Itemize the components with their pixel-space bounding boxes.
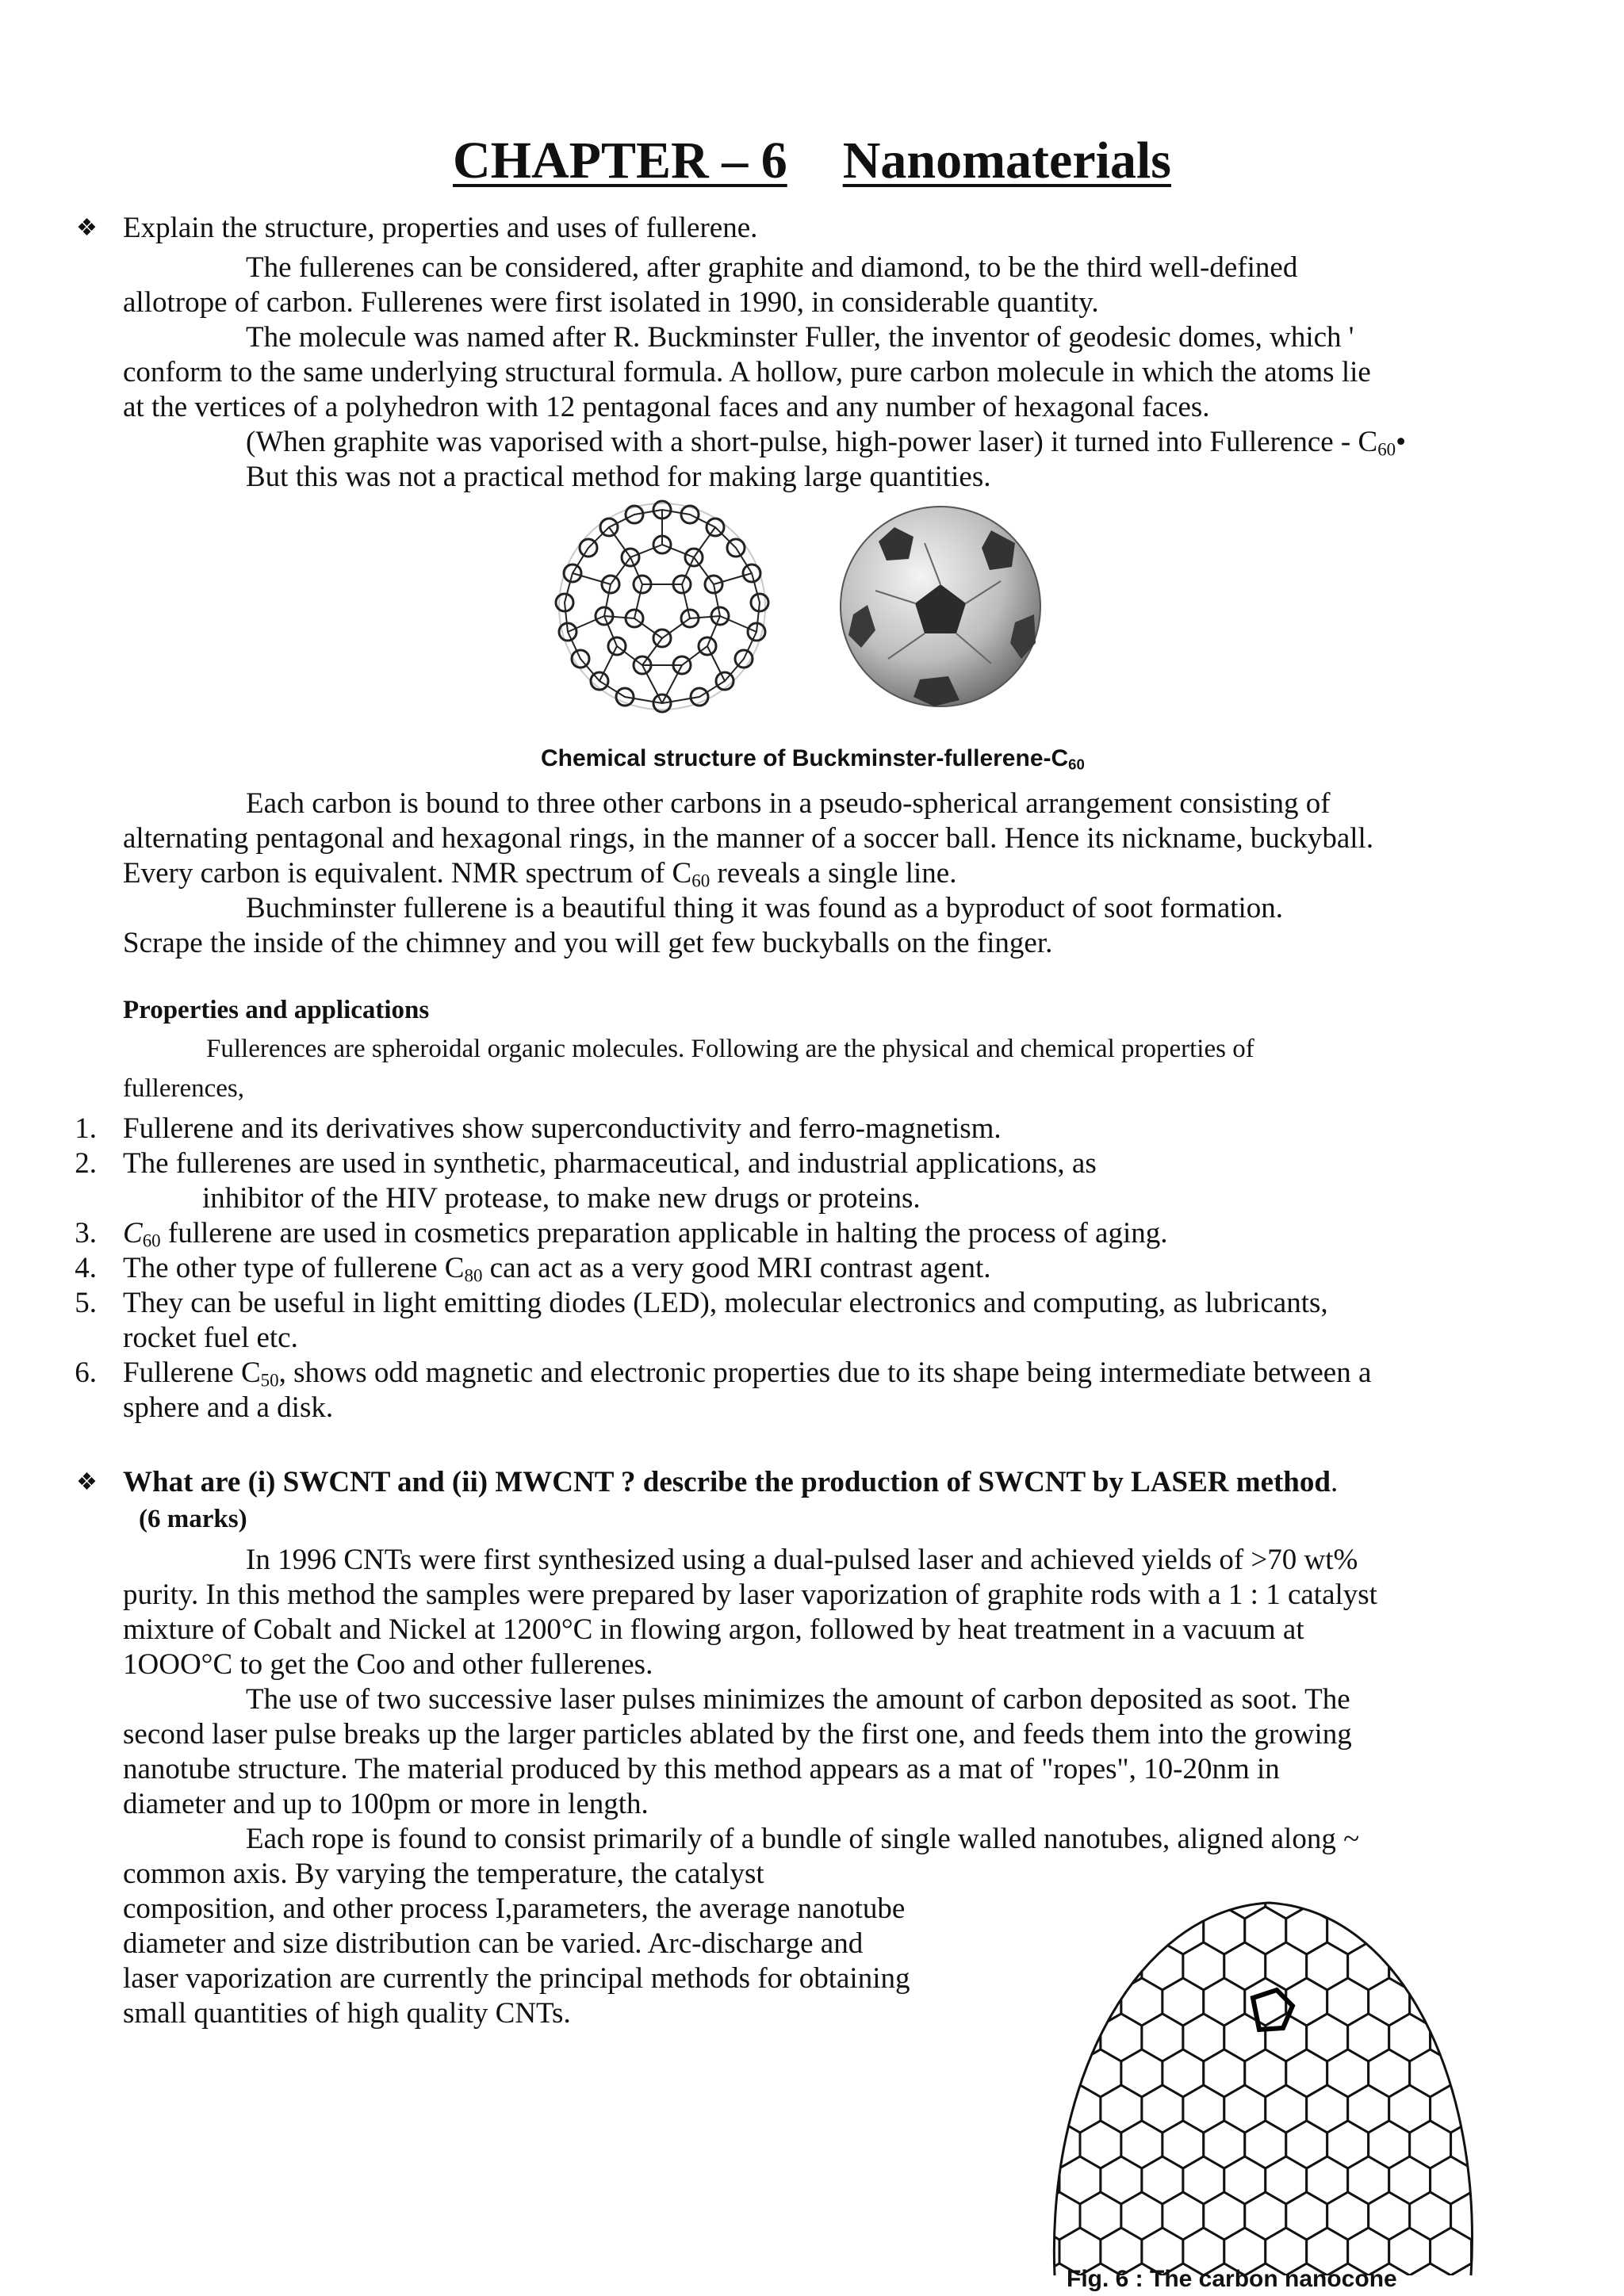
list-item-continued: inhibitor of the HIV protease, to make new drugs or proteins. xyxy=(202,1182,921,1215)
hexagon-cell xyxy=(1101,1879,1142,1919)
paragraph-line: But this was not a practical method for making large quantities. xyxy=(246,461,991,493)
paragraph-line: Every carbon is equivalent. NMR spectrum of $C_{60}$ reveals a single line. xyxy=(123,857,957,891)
list-item: They can be useful in light emitting diodes (LED), molecular electronics and computing, as lubricants, xyxy=(123,1287,1328,1319)
hexagon-cell xyxy=(1451,2049,1483,2097)
list-number: 6. xyxy=(75,1357,97,1389)
chapter-title: Nanomaterials xyxy=(842,132,1171,189)
hexagon-cell xyxy=(1472,2156,1483,2204)
paragraph-line: Buchminster fullerene is a beautiful thing it was found as a byproduct of soot formation. xyxy=(246,892,1284,924)
paragraph-line: nanotube structure. The material produced by this method appears as a mat of "ropes", 10-20nm in xyxy=(123,1753,1280,1785)
figure-caption: Fig. 6 : The carbon nanocone xyxy=(1067,2266,1397,2292)
list-item: $C_{60}$ fullerene are used in cosmetics preparation applicable in halting the process of aging. xyxy=(123,1217,1168,1251)
paragraph-line: Each rope is found to consist primarily of a bundle of single walled nanotubes, aligned along ~ xyxy=(246,1823,1360,1855)
list-item: Fullerene and its derivatives show superconductivity and ferro-magnetism. xyxy=(123,1112,1002,1145)
paragraph-line: diameter and size distribution can be varied. Arc-discharge and xyxy=(123,1927,864,1960)
list-number: 5. xyxy=(75,1287,97,1319)
paragraph-line: conform to the same underlying structural formula. A hollow, pure carbon molecule in which the atoms lie xyxy=(123,356,1371,388)
hexagon-cell xyxy=(1039,2049,1080,2097)
hexagon-cell xyxy=(1472,2014,1483,2061)
hexagon-cell xyxy=(1039,1942,1059,1990)
paragraph-line: allotrope of carbon. Fullerenes were first isolated in 1990, in considerable quantity. xyxy=(123,286,1099,319)
paragraph-line: at the vertices of a polyhedron with 12 pentagonal faces and any number of hexagonal faces. xyxy=(123,391,1210,423)
hexagon-cell xyxy=(1472,2085,1483,2133)
hexagon-cell xyxy=(1039,2014,1059,2061)
paragraph-line: (When graphite was vaporised with a short-pulse, high-power laser) it turned into Fullerence - $C_{60}•$ xyxy=(246,426,1407,460)
hexagon-cell xyxy=(1121,1907,1162,1954)
question-2: What are (i) SWCNT and (ii) MWCNT ? describe the production of SWCNT by LASER method. xyxy=(123,1466,1339,1498)
hexagon-cell xyxy=(1059,1879,1101,1919)
paragraph-line: alternating pentagonal and hexagonal rings, in the manner of a soccer ball. Hence its nickname, buckyball. xyxy=(123,822,1374,855)
soccer-ball-icon xyxy=(841,507,1040,706)
hexagon-cell xyxy=(1451,1907,1483,1954)
hexagon-cell xyxy=(1410,1907,1451,1954)
marks-label: (6 marks) xyxy=(139,1505,247,1533)
paragraph-line: fullerences, xyxy=(123,1074,244,1103)
hexagon-cell xyxy=(1451,1978,1483,2026)
question-1: Explain the structure, properties and uses of fullerene. xyxy=(123,212,758,244)
paragraph-line: diameter and up to 100pm or more in length. xyxy=(123,1788,649,1820)
c60-molecule-icon xyxy=(556,501,768,712)
paragraph-line: The molecule was named after R. Buckminster Fuller, the inventor of geodesic domes, which ' xyxy=(246,321,1354,354)
paragraph-line: In 1996 CNTs were first synthesized using a dual-pulsed laser and achieved yields of >70 wt% xyxy=(246,1544,1358,1576)
list-number: 4. xyxy=(75,1252,97,1284)
nanocone-icon xyxy=(1039,1879,1483,2291)
figure-caption: Chemical structure of Buckminster-$fullerene-C_{60}$ xyxy=(541,745,1085,773)
list-number: 1. xyxy=(75,1112,97,1145)
list-item: The fullerenes are used in synthetic, pharmaceutical, and industrial applications, as xyxy=(123,1147,1097,1180)
paragraph-line: purity. In this method the samples were prepared by laser vaporization of graphite rods with a 1 : 1 catalyst xyxy=(123,1578,1377,1611)
paragraph-line: The use of two successive laser pulses minimizes the amount of carbon deposited as soot. The xyxy=(246,1683,1350,1716)
list-item-continued: rocket fuel etc. xyxy=(123,1322,298,1354)
buckyball-figure xyxy=(547,496,1047,733)
hexagon-cell xyxy=(1431,1942,1472,1990)
paragraph-line: composition, and other process I,parameters, the average nanotube xyxy=(123,1892,906,1925)
nanocone-figure xyxy=(1039,1879,1483,2291)
hexagon-cell xyxy=(1472,1942,1483,1990)
paragraph-line: 1OOO°C to get the Coo and other fullerenes. xyxy=(123,1648,653,1681)
hexagon-cell xyxy=(1080,1907,1121,1954)
list-item: The other type of fullerene $C_{80}$ can act as a very good MRI contrast agent. xyxy=(123,1252,991,1286)
list-item-continued: sphere and a disk. xyxy=(123,1391,334,1424)
list-item: Fullerene $C_{50}$, shows odd magnetic and electronic properties due to its shape being intermediate between a xyxy=(123,1357,1372,1391)
paragraph-line: laser vaporization are currently the principal methods for obtaining xyxy=(123,1962,910,1995)
list-number: 2. xyxy=(75,1147,97,1180)
hexagon-cell xyxy=(1472,1879,1483,1919)
hexagon-cell xyxy=(1039,1978,1080,2026)
hexagon-cell xyxy=(1348,1879,1389,1919)
hexagon-cell xyxy=(1183,1879,1224,1919)
hexagon-cell xyxy=(1142,1879,1183,1919)
hexagon-cell xyxy=(1369,1907,1410,1954)
paragraph-line: second laser pulse breaks up the larger particles ablated by the first one, and feeds them into the growing xyxy=(123,1718,1352,1751)
hexagon-cell xyxy=(1431,1879,1472,1919)
paragraph-line: mixture of Cobalt and Nickel at 1200°C in flowing argon, followed by heat treatment in a vacuum at xyxy=(123,1613,1304,1646)
hexagon-cell xyxy=(1039,1907,1080,1954)
hexagon-cell xyxy=(1039,2085,1059,2133)
hexagon-cell xyxy=(1389,1879,1431,1919)
paragraph-line: common axis. By varying the temperature, the catalyst xyxy=(123,1858,764,1890)
paragraph-line: Scrape the inside of the chimney and you will get few buckyballs on the finger. xyxy=(123,927,1053,959)
list-number: 3. xyxy=(75,1217,97,1249)
page-title xyxy=(0,131,1624,191)
hexagon-cell xyxy=(1039,1879,1059,1919)
chapter-label: CHAPTER – 6 xyxy=(453,132,787,189)
paragraph-line: The fullerenes can be considered, after graphite and diamond, to be the third well-defined xyxy=(246,251,1298,284)
diamond-bullet-icon: ❖ xyxy=(76,215,98,241)
paragraph-line: small quantities of high quality CNTs. xyxy=(123,1997,571,2030)
paragraph-line: Each carbon is bound to three other carbons in a pseudo-spherical arrangement consisting of xyxy=(246,787,1331,820)
section-heading: Properties and applications xyxy=(123,996,430,1024)
paragraph-line: Fullerences are spheroidal organic molecules. Following are the physical and chemical properties of xyxy=(206,1035,1254,1063)
hexagon-cell xyxy=(1059,1942,1101,1990)
diamond-bullet-icon: ❖ xyxy=(76,1469,98,1495)
